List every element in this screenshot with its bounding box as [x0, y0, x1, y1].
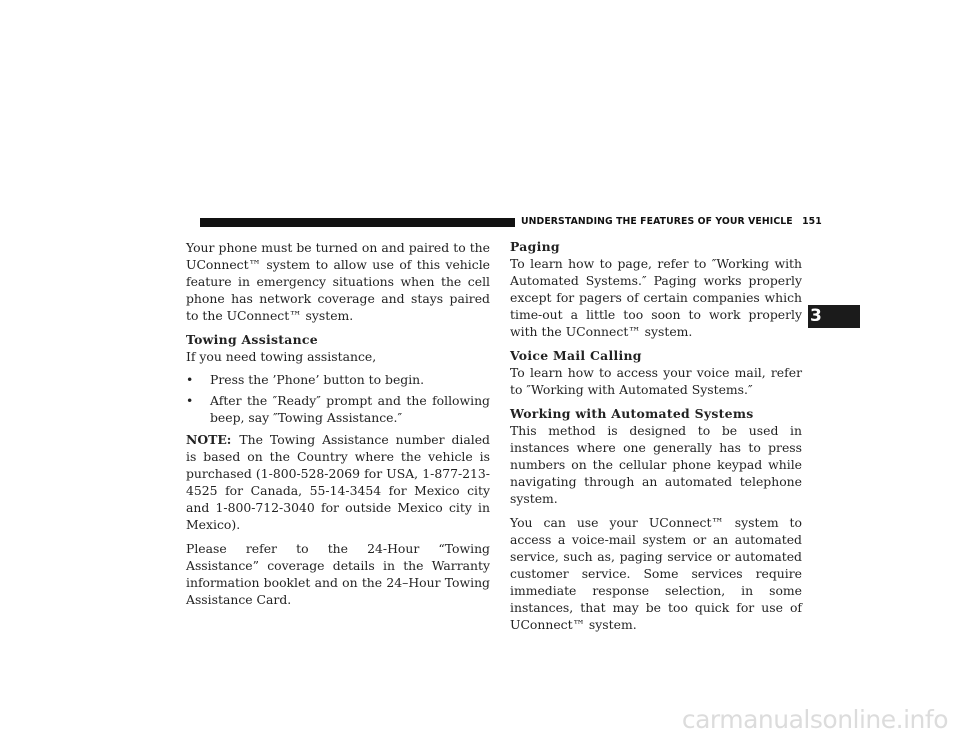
list-item [186, 392, 490, 426]
note-label: NOTE: [186, 432, 232, 447]
bullet-icon: • [186, 372, 194, 387]
automated-text: This method is designed to be used in instances where one generally has to press numbers on the cellular phone keypad while navigating through an automated telephone system. [510, 423, 802, 506]
running-head [521, 216, 822, 227]
left-column [186, 239, 490, 615]
towing-heading: Towing Assistance [186, 332, 318, 347]
towing-lead: If you need towing assistance, [186, 349, 377, 364]
page-number: 151 [802, 216, 822, 227]
bullet-text: Press the ’Phone’ button to begin. [210, 372, 425, 387]
automated-text-2: You can use your UConnect™ system to access a voice-mail system or an automated service, such as, paging service or automated customer service. Some services require immediate response selection, in some instances, that may be too quick for use of UConnect™ system. [510, 515, 802, 632]
paging-section [510, 238, 802, 340]
voice-mail-section [510, 347, 802, 398]
towing-steps [186, 371, 490, 426]
voice-mail-heading: Voice Mail Calling [510, 348, 642, 363]
bullet-text: After the ″Ready″ prompt and the following beep, say ″Towing Assistance.″ [210, 393, 490, 425]
running-title: UNDERSTANDING THE FEATURES OF YOUR VEHICLE [521, 216, 793, 227]
list-item [186, 371, 490, 388]
closing-paragraph: Please refer to the 24-Hour “Towing Assistance” coverage details in the Warranty information booklet and on the 24–Hour Towing Assistance Card. [186, 541, 490, 607]
note-text: The Towing Assistance number dialed is based on the Country where the vehicle is purchased (1-800-528-2069 for USA, 1-877-213-4525 for Canada, 55-14-3454 for Mexico city and 1-800-712-3040 for outside Mexico city in Mexico). [186, 432, 490, 532]
chapter-tab: 3 [808, 305, 860, 328]
automated-heading: Working with Automated Systems [510, 406, 754, 421]
watermark: carmanualsonline.info [681, 705, 948, 734]
header-rule [200, 218, 515, 227]
voice-mail-text: To learn how to access your voice mail, refer to ″Working with Automated Systems.″ [510, 365, 802, 397]
bullet-icon: • [186, 393, 194, 408]
automated-section [510, 405, 802, 633]
paging-heading: Paging [510, 239, 560, 254]
intro-paragraph: Your phone must be turned on and paired to the UConnect™ system to allow use of this vehicle feature in emergency situations when the cell phone has network coverage and stays paired to the UConnect™ system. [186, 240, 490, 323]
right-column [510, 238, 802, 640]
note-paragraph [186, 431, 490, 533]
paging-text: To learn how to page, refer to ″Working with Automated Systems.″ Paging works properly except for pagers of certain companies which time-out a little too soon to work properly with the UConnect™ system. [510, 256, 802, 339]
